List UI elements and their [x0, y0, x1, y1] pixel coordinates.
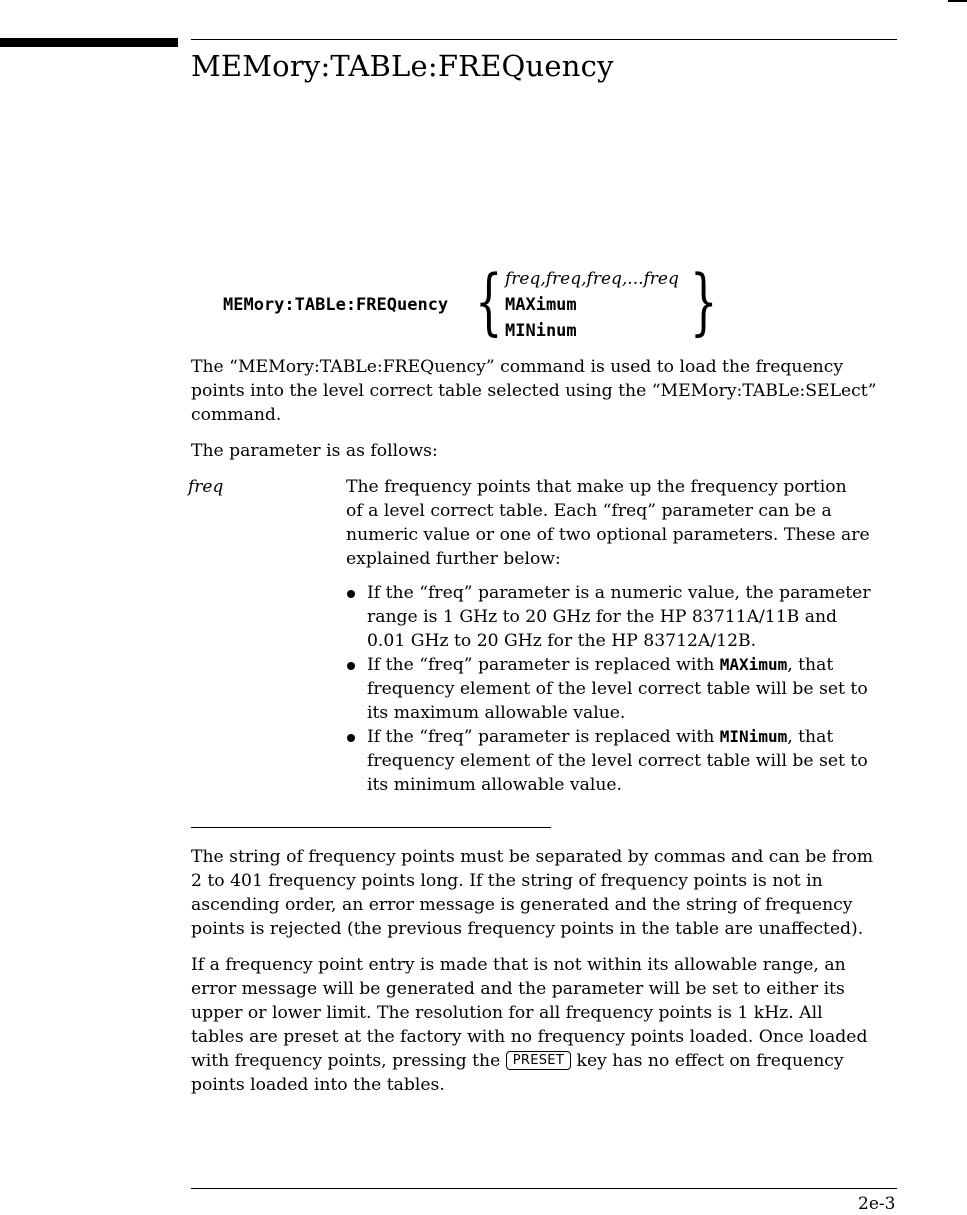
- bullet-line: [367, 725, 871, 749]
- params-intro: The parameter is as follows:: [191, 441, 438, 461]
- note-divider: [191, 827, 551, 828]
- bullet-line: frequency element of the level correct table will be set to: [367, 679, 868, 699]
- right-brace: }: [690, 259, 718, 343]
- parameter-desc-line: The frequency points that make up the frequency portion: [346, 477, 847, 497]
- keyword-minimum: MINimum: [719, 727, 788, 746]
- preset-key: PRESET: [506, 1051, 571, 1070]
- note-text: with frequency points, pressing the: [191, 1051, 506, 1071]
- syntax-option-maximum: MAXimum: [505, 295, 577, 315]
- page-title: MEMory:TABLe:FREQuency: [191, 49, 614, 83]
- note-line: 2 to 401 frequency points long. If the string of frequency points is not in: [191, 871, 823, 891]
- note-line: points loaded into the tables.: [191, 1075, 445, 1095]
- bullet-line: its minimum allowable value.: [367, 775, 623, 795]
- list-item: [346, 581, 871, 653]
- footer-rule: [191, 1188, 897, 1189]
- note-line: ascending order, an error message is generated and the string of frequency: [191, 895, 853, 915]
- description-line: points into the level correct table selected using the “MEMory:TABLe:SELect”: [191, 381, 877, 401]
- description-line: The “MEMory:TABLe:FREQuency” command is used to load the frequency: [191, 357, 844, 377]
- note-line: points is rejected (the previous frequency points in the table are unaffected).: [191, 919, 864, 939]
- syntax-command: MEMory:TABLe:FREQuency: [223, 295, 449, 315]
- bullet-line: range is 1 GHz to 20 GHz for the HP 83711A/11B and: [367, 607, 838, 627]
- bullet-text: If the “freq” parameter is replaced with: [367, 655, 720, 675]
- note-line: [191, 1049, 906, 1073]
- note-paragraph-2: [191, 953, 906, 1097]
- bullet-text: , that: [787, 727, 834, 747]
- note-text: key has no effect on frequency: [571, 1051, 844, 1071]
- bullet-line: [367, 653, 871, 677]
- bullet-icon: [347, 734, 355, 742]
- parameter-bullet-list: [346, 581, 871, 797]
- description-line: command.: [191, 405, 282, 425]
- note-line: upper or lower limit. The resolution for all frequency points is 1 kHz. All: [191, 1003, 823, 1023]
- parameter-desc-line: numeric value or one of two optional parameters. These are: [346, 525, 870, 545]
- keyword-maximum: MAXimum: [719, 655, 788, 674]
- bullet-text: , that: [787, 655, 834, 675]
- note-line: error message will be generated and the parameter will be set to either its: [191, 979, 845, 999]
- bullet-icon: [347, 590, 355, 598]
- description-paragraph: [191, 355, 906, 427]
- note-paragraph-1: [191, 845, 906, 941]
- section-marker-bar: [0, 38, 178, 47]
- list-item: [346, 653, 871, 725]
- header-rule: [191, 39, 897, 40]
- syntax-option-minimum: MINinum: [505, 321, 577, 341]
- parameter-desc-line: of a level correct table. Each “freq” parameter can be a: [346, 501, 832, 521]
- corner-rule: [948, 0, 967, 2]
- bullet-line: frequency element of the level correct table will be set to: [367, 751, 868, 771]
- list-item: [346, 725, 871, 797]
- bullet-line: its maximum allowable value.: [367, 703, 626, 723]
- syntax-option-freq-list: freq,freq,freq,...freq: [505, 269, 679, 289]
- bullet-icon: [347, 662, 355, 670]
- note-line: The string of frequency points must be separated by commas and can be from: [191, 847, 874, 867]
- parameter-desc-line: explained further below:: [346, 549, 561, 569]
- parameter-description: [346, 475, 870, 571]
- bullet-line: If the “freq” parameter is a numeric value, the parameter: [367, 583, 871, 603]
- note-line: If a frequency point entry is made that is not within its allowable range, an: [191, 955, 846, 975]
- bullet-text: If the “freq” parameter is replaced with: [367, 727, 720, 747]
- bullet-line: 0.01 GHz to 20 GHz for the HP 83712A/12B.: [367, 631, 757, 651]
- note-line: tables are preset at the factory with no frequency points loaded. Once loaded: [191, 1027, 868, 1047]
- left-brace: {: [475, 259, 503, 343]
- parameter-name: freq: [188, 477, 224, 497]
- page-number: 2e-3: [858, 1194, 896, 1214]
